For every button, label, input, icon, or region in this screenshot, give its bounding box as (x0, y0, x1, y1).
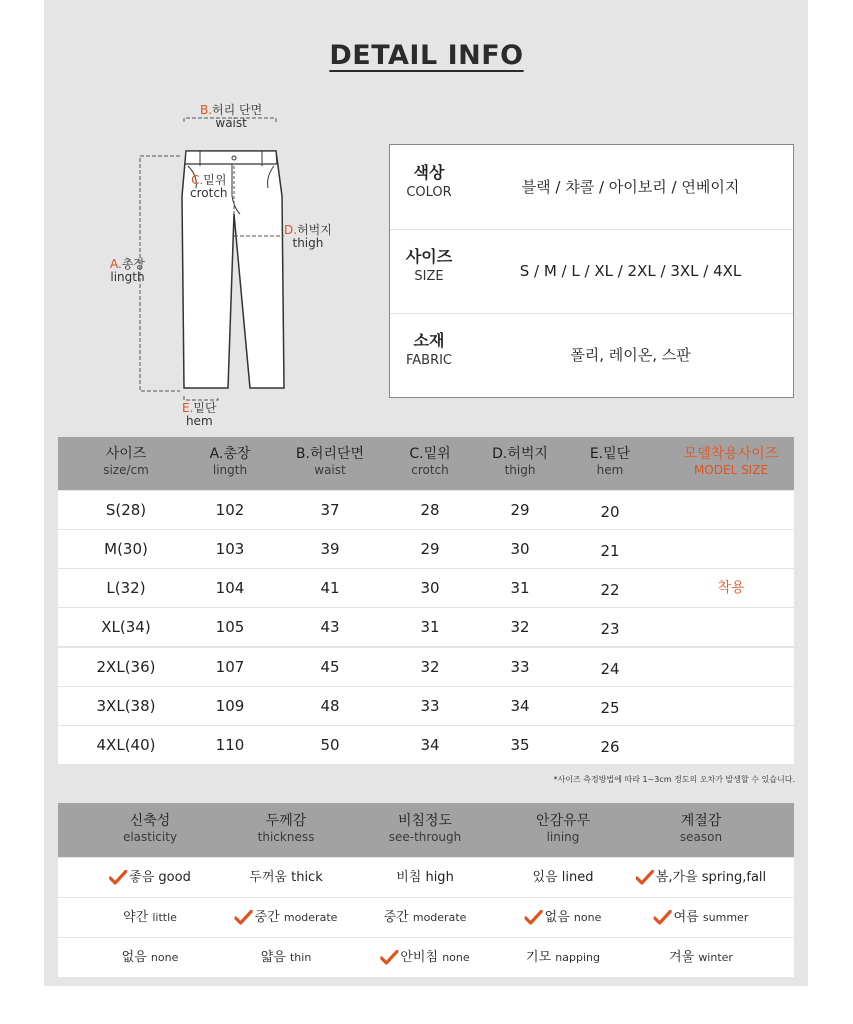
header-ko: 신축성 (129, 813, 171, 829)
feature-option (669, 938, 733, 977)
size-cell: 50 (320, 736, 340, 754)
product-info-box (389, 144, 794, 398)
option-ko: 없음 (121, 950, 147, 965)
size-cell: 20 (600, 503, 620, 521)
size-cell: 104 (215, 579, 245, 597)
size-cell: 2XL(36) (96, 658, 156, 676)
feature-option (122, 938, 179, 977)
size-cell: 31 (420, 618, 440, 636)
model-size-cell: 착용 (717, 580, 745, 596)
info-row-fabric (390, 313, 793, 397)
header-ko: B.허리단면 (295, 446, 365, 462)
info-key (390, 163, 468, 203)
size-cell: 31 (510, 579, 530, 597)
info-key (390, 247, 468, 287)
option-en: good (158, 870, 191, 885)
header-en: crotch (411, 463, 449, 477)
option-en: thin (289, 951, 312, 964)
size-cell: 30 (510, 540, 530, 558)
size-cell: 30 (420, 579, 440, 597)
header-en: hem (596, 463, 624, 477)
size-cell: 28 (420, 501, 440, 519)
option-ko: 두꺼움 (249, 870, 287, 885)
header-en: lingth (212, 463, 248, 477)
info-key (390, 331, 468, 371)
table-row (58, 608, 794, 647)
option-en: moderate (283, 911, 338, 924)
info-key-en: SIZE (414, 269, 444, 284)
feature-option (525, 898, 602, 937)
size-cell: 35 (510, 736, 530, 754)
size-cell: 48 (320, 697, 340, 715)
size-cell: 109 (215, 697, 245, 715)
size-cell: 25 (600, 699, 620, 717)
length-label: A.총장 lingth (110, 257, 145, 284)
header-en: elasticity (122, 830, 178, 844)
feature-option (636, 858, 766, 897)
option-en: thick (291, 870, 323, 885)
option-en: summer (702, 911, 749, 924)
feature-option (249, 858, 322, 897)
option-ko: 약간 (123, 910, 149, 925)
option-en: lined (561, 870, 594, 885)
header-ko: D.허벅지 (492, 446, 548, 462)
feature-table-header (58, 803, 794, 857)
header-en: lining (546, 830, 580, 844)
feature-option (380, 938, 469, 977)
list-item (58, 858, 794, 898)
size-cell: 37 (320, 501, 340, 519)
option-en: none (442, 951, 470, 964)
option-ko: 좋음 (129, 870, 155, 885)
size-cell: 32 (420, 658, 440, 676)
feature-option (654, 898, 749, 937)
option-en: moderate (412, 911, 467, 924)
check-icon (636, 870, 654, 886)
option-ko: 봄,가을 (655, 870, 698, 885)
header-en: size/cm (103, 463, 149, 477)
thigh-label: D.허벅지 thigh (284, 223, 332, 250)
feature-header-cell (536, 813, 590, 845)
info-key-ko: 사이즈 (405, 247, 453, 266)
size-cell: 107 (215, 658, 245, 676)
size-header-cell (684, 446, 779, 478)
option-en: none (573, 911, 602, 924)
table-row (58, 530, 794, 569)
option-en: none (150, 951, 179, 964)
size-header-cell (492, 446, 548, 478)
size-cell: 33 (420, 697, 440, 715)
info-row-color (390, 145, 793, 230)
header-ko: 비침정도 (397, 813, 453, 829)
info-key-ko: 소재 (413, 331, 445, 350)
size-cell: XL(34) (101, 618, 151, 636)
feature-option (123, 898, 177, 937)
size-cell: 22 (600, 581, 620, 599)
check-icon (235, 910, 253, 926)
table-row (58, 648, 794, 687)
feature-option (526, 938, 600, 977)
header-ko: 두께감 (265, 813, 307, 829)
info-value: 블랙 / 챠콜 / 아이보리 / 연베이지 (521, 178, 740, 196)
header-ko: 사이즈 (105, 446, 147, 462)
page-title: DETAIL INFO (329, 40, 524, 71)
check-icon (525, 910, 543, 926)
size-header-cell (296, 446, 364, 478)
option-en: high (425, 870, 454, 885)
feature-header-cell (123, 813, 177, 845)
size-cell: 110 (215, 736, 245, 754)
option-ko: 없음 (544, 910, 570, 925)
info-key-en: FABRIC (405, 353, 453, 368)
size-cell: S(28) (105, 501, 147, 519)
option-en: spring,fall (701, 870, 767, 885)
size-header-cell (103, 446, 149, 478)
info-key-ko: 색상 (413, 163, 445, 182)
size-cell: 21 (600, 542, 620, 560)
size-cell: 39 (320, 540, 340, 558)
option-ko: 있음 (532, 870, 558, 885)
size-cell: M(30) (104, 540, 148, 558)
info-row-size (390, 229, 793, 314)
table-row (58, 569, 794, 608)
size-cell: 43 (320, 618, 340, 636)
size-note: *사이즈 측정방법에 따라 1~3cm 정도의 오차가 발생할 수 있습니다. (553, 775, 795, 784)
feature-option (533, 858, 594, 897)
info-value: 폴리, 레이온, 스판 (570, 346, 691, 364)
feature-header-cell (389, 813, 462, 845)
feature-option (261, 938, 312, 977)
header-en: season (679, 830, 723, 844)
option-ko: 여름 (673, 910, 699, 925)
option-ko: 비침 (396, 870, 422, 885)
header-en: MODEL SIZE (693, 463, 769, 477)
size-header-cell (210, 446, 251, 478)
option-ko: 기모 (526, 950, 552, 965)
feature-header-cell (258, 813, 315, 845)
size-cell: 45 (320, 658, 340, 676)
size-cell: 26 (600, 738, 620, 756)
size-cell: 29 (420, 540, 440, 558)
check-icon (654, 910, 672, 926)
size-table-header (58, 437, 794, 490)
size-cell: 102 (215, 501, 245, 519)
size-cell: 34 (510, 697, 530, 715)
feature-option (384, 898, 467, 937)
header-en: thickness (257, 830, 315, 844)
waist-label: B.허리 단면 waist (200, 103, 263, 130)
table-row (58, 687, 794, 726)
hem-label: E.밑단 hem (182, 401, 217, 428)
option-en: little (152, 911, 177, 924)
option-ko: 겨울 (669, 950, 695, 965)
size-cell: 34 (420, 736, 440, 754)
size-header-cell (409, 446, 450, 478)
size-cell: 105 (215, 618, 245, 636)
header-ko: 계절감 (680, 813, 722, 829)
size-cell: 24 (600, 660, 620, 678)
size-cell: 3XL(38) (96, 697, 156, 715)
list-item (58, 898, 794, 938)
option-ko: 안비침 (400, 950, 439, 965)
option-en: winter (698, 951, 733, 964)
feature-header-cell (680, 813, 722, 845)
size-cell: L(32) (106, 579, 146, 597)
size-cell: 33 (510, 658, 530, 676)
size-cell: 32 (510, 618, 530, 636)
option-ko: 중간 (383, 910, 409, 925)
feature-option (109, 858, 191, 897)
pants-diagram (100, 96, 350, 436)
header-ko: 안감유무 (535, 813, 591, 829)
header-en: see-through (388, 830, 462, 844)
size-cell: 103 (215, 540, 245, 558)
option-ko: 중간 (254, 910, 280, 925)
header-ko: C.밑위 (409, 446, 451, 462)
header-en: waist (314, 463, 346, 477)
header-en: thigh (504, 463, 536, 477)
check-icon (109, 870, 127, 886)
size-cell: 29 (510, 501, 530, 519)
size-header-cell (590, 446, 630, 478)
info-key-en: COLOR (406, 185, 452, 200)
header-ko: E.밑단 (589, 446, 631, 462)
check-icon (380, 950, 398, 966)
feature-option (396, 858, 454, 897)
info-value: S / M / L / XL / 2XL / 3XL / 4XL (519, 262, 742, 280)
header-ko: A.총장 (209, 446, 251, 462)
header-ko: 모델착용사이즈 (683, 446, 779, 462)
list-item (58, 938, 794, 978)
size-cell: 23 (600, 620, 620, 638)
table-row (58, 726, 794, 765)
size-cell: 41 (320, 579, 340, 597)
size-cell: 4XL(40) (96, 736, 156, 754)
feature-option (235, 898, 338, 937)
option-en: napping (555, 951, 600, 964)
crotch-label: C.밑위 crotch (190, 173, 228, 200)
option-ko: 얇음 (260, 950, 286, 965)
table-row (58, 491, 794, 530)
